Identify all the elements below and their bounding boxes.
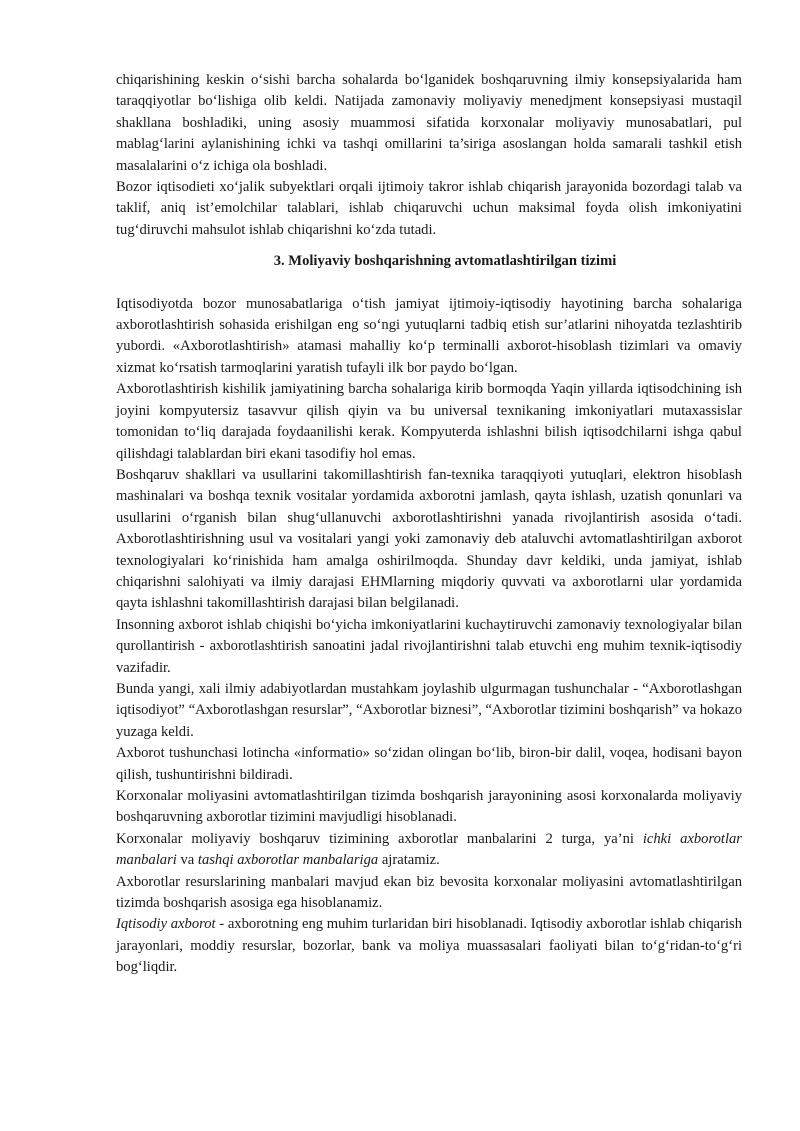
paragraph-10-rest: - axborotning eng muhim turlaridan biri hisoblanadi. Iqtisodiy axborotlar ishlab chiqarish jarayonlari, moddiy resurslar, bozorlar, bank va moliya muassasalari faoliyati bilan to‘g‘ridan-to‘g‘ri bog‘liqdir. <box>116 916 742 976</box>
paragraph-8-internal-sources: ichki axborotlar manbalari <box>116 830 742 869</box>
paragraph-3: Boshqaruv shakllari va usullarini takomillashtirish fan-texnika taraqqiyoti yutuqlari, elektron hisoblash mashinalari va boshqa texnik vositalar yordamida axborotni jamlash, qayta ishlash, uzatish qonunlari va usullarini o‘rganish bilan shug‘ullanuvchi axborotlashtirishni yanada rivojlantirish asosida o‘tadi. Axborotlashtirishning usul va vositalari yangi yoki zamonaviy deb ataluvchi avtomatlashtirilgan axborot texnologiyalari ko‘rinishida ham amalga oshirilmoqda. Shunday davr keldiki, unda jamiyat, ishlab chiqarishni salohiyati va ilmiy darajasi EHMlarning miqdoriy quvvati va axborotlarni ular yordamida qayta ishlashni takomillashtirish darajasi bilan belgilanadi. <box>116 466 742 612</box>
paragraph-8 <box>116 829 742 872</box>
paragraph-2: Axborotlashtirish kishilik jamiyatining barcha sohalariga kirib bormoqda Yaqin yillarda iqtisodchining ish joyini kompyutersiz tasavvur qilish qiyin va bu universal texnikaning imkoniyatlari mutaxassislar tomonidan to‘liq darajada foydaanilishi kerak. Kompyuterda ishlashni bilish iqtisodchilarni ishga qabul qilishdagi talablardan biri ekani tasodifiy hol emas. <box>116 381 742 462</box>
paragraph-10 <box>116 914 742 978</box>
paragraph-1: Iqtisodiyotda bozor munosabatlariga o‘tish jamiyat ijtimoiy-iqtisodiy hayotining barcha sohalariga axborotlashtirish sohasida erishilgan eng so‘ngi yutuqlarni tadbiq etish sur’atlarini nihoyatda tezlashtirib yubordi. «Axborotlashtirish» atamasi mahalliy ko‘p terminalli axborot-hisoblash tizimlari va omaviy xizmat ko‘rsatish tarmoqlarini yaratish tufayli ilk bor paydo bo‘lgan. <box>116 295 742 376</box>
section-heading: 3. Moliyaviy boshqarishning avtomatlashtirilgan tizimi <box>273 253 617 270</box>
paragraph-8-middle: va <box>176 852 198 869</box>
paragraph-8-external-sources: tashqi axborotlar manbalariga <box>197 852 379 869</box>
paragraph-9: Axborotlar resurslarining manbalari mavjud ekan biz bevosita korxonalar moliyasini avtomatlashtirilgan tizimda boshqarish asosiga ega hisoblanamiz. <box>116 873 742 912</box>
paragraph-6: Axborot tushunchasi lotincha «informatio» so‘zidan olingan bo‘lib, biron-bir dalil, voqea, hodisani bayon qilish, tushuntirishni bildiradi. <box>116 745 742 783</box>
paragraph-intro: chiqarishining keskin o‘sishi barcha sohalarda bo‘lganidek boshqaruvning ilmiy konsepsiyalarida ham taraqqiyotlar bo‘lishiga olib keldi. Natijada zamonaviy moliyaviy menedjment konsepsiyasi mustaqil shakllana boshladiki, uning asosiy muammosi sifatida korxonalar moliyaviy munosabatlari, pul mablag‘larini aylanishining ichki va tashqi omillarini ta’siriga asoslangan holda samarali tashkil etish masalalarini o‘z ichiga ola boshladi. <box>116 72 742 174</box>
paragraph-8-tail: ajratamiz. <box>378 852 440 869</box>
paragraph-7: Korxonalar moliyasini avtomatlashtirilgan tizimda boshqarish jarayonining asosi korxonalarda moliyaviy boshqaruvning axborotlar tizimini mavjudligi hisoblanadi. <box>116 788 742 826</box>
paragraph-market-economy: Bozor iqtisodieti xo‘jalik subyektlari orqali ijtimoiy takror ishlab chiqarish jarayonida bozordagi talab va taklif, aniq ist’emolchilar talablari, ishlab chiqaruvchi uchun maksimal foyda olish imkoniyatini tug‘diruvchi mahsulot ishlab chiqarishni ko‘zda tutadi. <box>116 179 742 238</box>
paragraph-8-lead: Korxonalar moliyaviy boshqaruv tizimining axborotlar manbalarini 2 turga, ya’ni <box>116 830 643 847</box>
paragraph-5: Bunda yangi, xali ilmiy adabiyotlardan mustahkam joylashib ulgurmagan tushunchalar - “Axborotlashgan iqtisodiyot” “Axborotlashgan resurslar”, “Axborotlar biznesi”, “Axborotlar tizimini boshqarish” va hokazo yuzaga keldi. <box>116 680 742 740</box>
paragraph-4: Insonning axborot ishlab chiqishi bo‘yicha imkoniyatlarini kuchaytiruvchi zamonaviy texnologiyalar bilan qurollantirish - axborotlashtirish sanoatini jadal rivojlantirishni talab etuvchi eng muhim texnik-iqtisodiy vazifadir. <box>116 616 742 676</box>
paragraph-10-term: Iqtisodiy axborot <box>116 916 216 933</box>
